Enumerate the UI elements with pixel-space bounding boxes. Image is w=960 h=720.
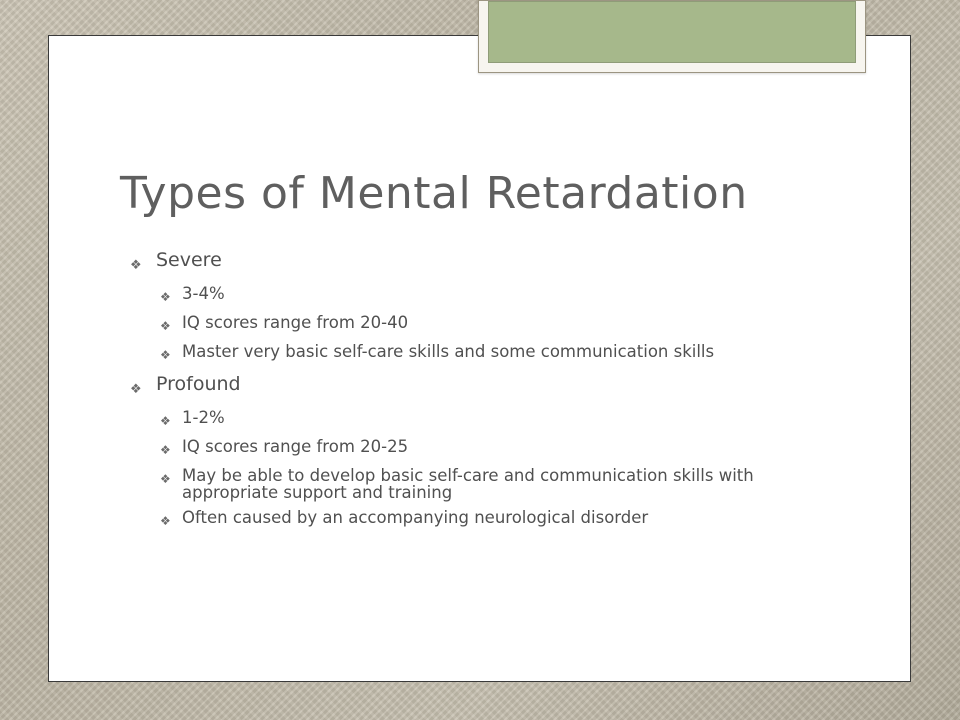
sub-bullet-text: May be able to develop basic self-care and communication skills with appropriate support and training <box>182 466 754 502</box>
bullet-group-profound <box>130 372 770 530</box>
sub-bullet-text: Master very basic self-care skills and some communication skills <box>182 342 715 361</box>
bullet-item <box>130 372 770 402</box>
sub-bullet-list <box>160 409 770 530</box>
sub-bullet-item <box>160 285 770 306</box>
bullet-list <box>130 248 770 538</box>
diamond-bullet-icon: ❖ <box>160 472 171 486</box>
diamond-bullet-icon: ❖ <box>160 514 171 528</box>
sub-bullet-item <box>160 343 770 364</box>
sub-bullet-item <box>160 509 770 530</box>
sub-bullet-item <box>160 409 770 430</box>
accent-block <box>488 1 856 63</box>
diamond-bullet-icon: ❖ <box>160 290 171 304</box>
bullet-label: Severe <box>156 249 222 271</box>
bullet-item <box>130 248 770 278</box>
accent-frame <box>478 0 866 73</box>
diamond-bullet-icon: ❖ <box>130 258 142 273</box>
diamond-bullet-icon: ❖ <box>160 348 171 362</box>
sub-bullet-text: IQ scores range from 20-40 <box>182 313 409 332</box>
sub-bullet-item <box>160 438 770 459</box>
sub-bullet-item <box>160 314 770 335</box>
sub-bullet-text: 1-2% <box>182 408 225 427</box>
sub-bullet-text: Often caused by an accompanying neurological disorder <box>182 508 649 527</box>
slide-title: Types of Mental Retardation <box>120 168 748 219</box>
bullet-label: Profound <box>156 373 241 395</box>
diamond-bullet-icon: ❖ <box>160 443 171 457</box>
sub-bullet-list <box>160 285 770 364</box>
bullet-group-severe <box>130 248 770 364</box>
sub-bullet-text: 3-4% <box>182 284 225 303</box>
diamond-bullet-icon: ❖ <box>130 382 142 397</box>
diamond-bullet-icon: ❖ <box>160 414 171 428</box>
sub-bullet-text: IQ scores range from 20-25 <box>182 437 409 456</box>
diamond-bullet-icon: ❖ <box>160 319 171 333</box>
sub-bullet-item <box>160 467 770 501</box>
